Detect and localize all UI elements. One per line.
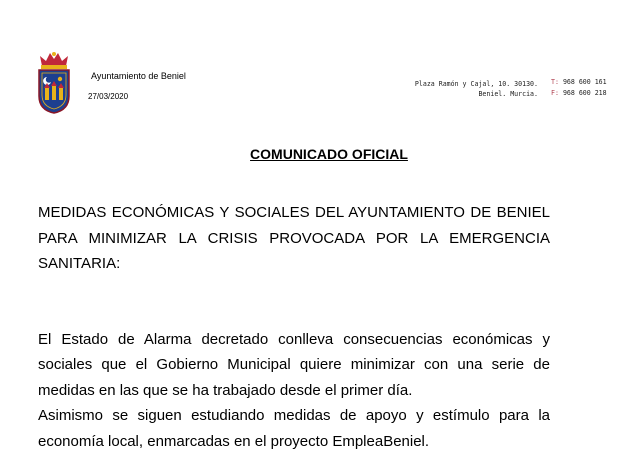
- paragraph-2: Asimismo se siguen estudiando medidas de apoyo y estímulo para la economía local, enmarcadas en el proyecto EmpleaBeniel.: [38, 407, 550, 450]
- address-block: [352, 79, 538, 99]
- phone-number: 968 600 161: [562, 78, 607, 86]
- document-date: 27/03/2020: [88, 92, 129, 101]
- document-heading: MEDIDAS ECONÓMICAS Y SOCIALES DEL AYUNTAMIENTO DE BENIEL PARA MINIMIZAR LA CRISIS PROVOCADA POR LA EMERGENCIA SANITARIA:: [38, 204, 550, 272]
- fax-number: 968 600 218: [562, 89, 607, 97]
- fax-label: F:: [551, 89, 559, 97]
- phone-label: T:: [551, 78, 559, 86]
- address-line-2: Beniel. Murcia.: [478, 90, 538, 98]
- document-title: COMUNICADO OFICIAL: [250, 146, 408, 162]
- document-body: [38, 200, 550, 454]
- letterhead: [0, 0, 640, 120]
- document-title-wrapper: [0, 146, 640, 162]
- address-line-1: Plaza Ramón y Cajal, 10. 30130.: [414, 80, 538, 88]
- coat-of-arms-icon: [36, 50, 72, 114]
- paragraph-1: El Estado de Alarma decretado conlleva consecuencias económicas y sociales que el Gobierno Municipal quiere minimizar con una serie de medidas en las que se ha trabajado desde el primer día.: [38, 330, 550, 399]
- organization-name: Ayuntamiento de Beniel: [91, 71, 186, 81]
- contact-numbers: [551, 77, 607, 99]
